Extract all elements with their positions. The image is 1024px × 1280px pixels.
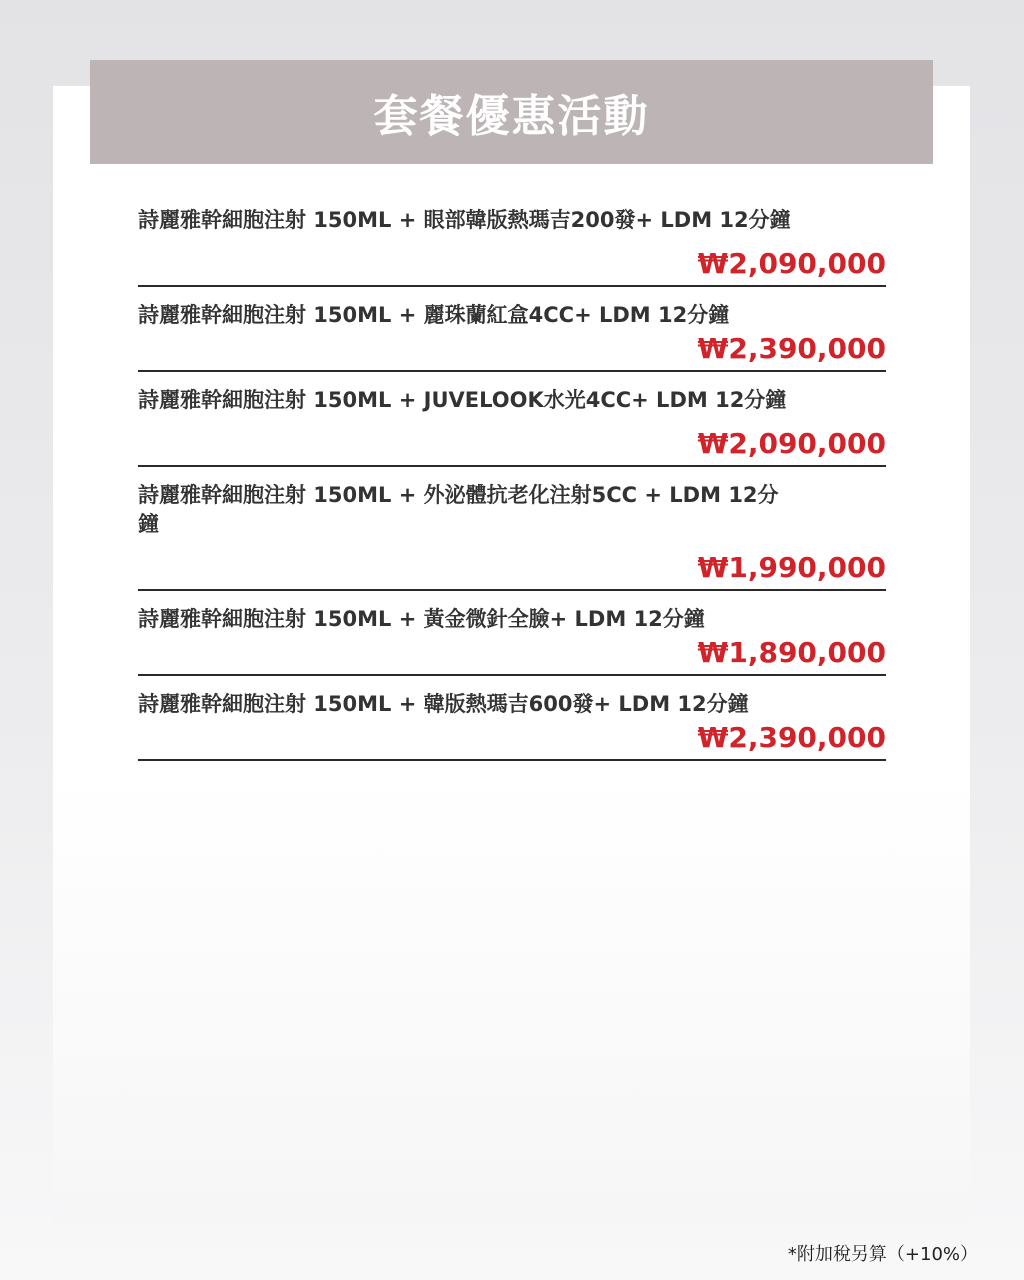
package-price: ₩1,990,000	[697, 551, 886, 584]
package-item-2	[138, 287, 886, 372]
tax-footnote: *附加稅另算（+10%）	[787, 1244, 978, 1265]
package-name: 詩麗雅幹細胞注射 150ML + JUVELOOK水光4CC+ LDM 12分鐘	[138, 388, 787, 412]
package-list	[138, 192, 886, 761]
package-price: ₩2,390,000	[697, 332, 886, 365]
package-name: 詩麗雅幹細胞注射 150ML + 外泌體抗老化注射5CC + LDM 12分鐘	[138, 483, 779, 536]
package-price: ₩2,390,000	[697, 721, 886, 754]
package-price: ₩2,090,000	[697, 247, 886, 280]
package-item-6	[138, 676, 886, 761]
package-name: 詩麗雅幹細胞注射 150ML + 黃金微針全臉+ LDM 12分鐘	[138, 607, 705, 631]
title-banner	[90, 60, 933, 164]
package-item-1	[138, 192, 886, 287]
package-name: 詩麗雅幹細胞注射 150ML + 麗珠蘭紅盒4CC+ LDM 12分鐘	[138, 303, 730, 327]
package-price: ₩1,890,000	[697, 636, 886, 669]
package-name: 詩麗雅幹細胞注射 150ML + 眼部韓版熱瑪吉200發+ LDM 12分鐘	[138, 208, 791, 232]
package-item-4	[138, 467, 886, 591]
package-price: ₩2,090,000	[697, 427, 886, 460]
package-item-3	[138, 372, 886, 467]
package-name: 詩麗雅幹細胞注射 150ML + 韓版熱瑪吉600發+ LDM 12分鐘	[138, 692, 749, 716]
page-title: 套餐優惠活動	[373, 91, 650, 142]
package-item-5	[138, 591, 886, 676]
